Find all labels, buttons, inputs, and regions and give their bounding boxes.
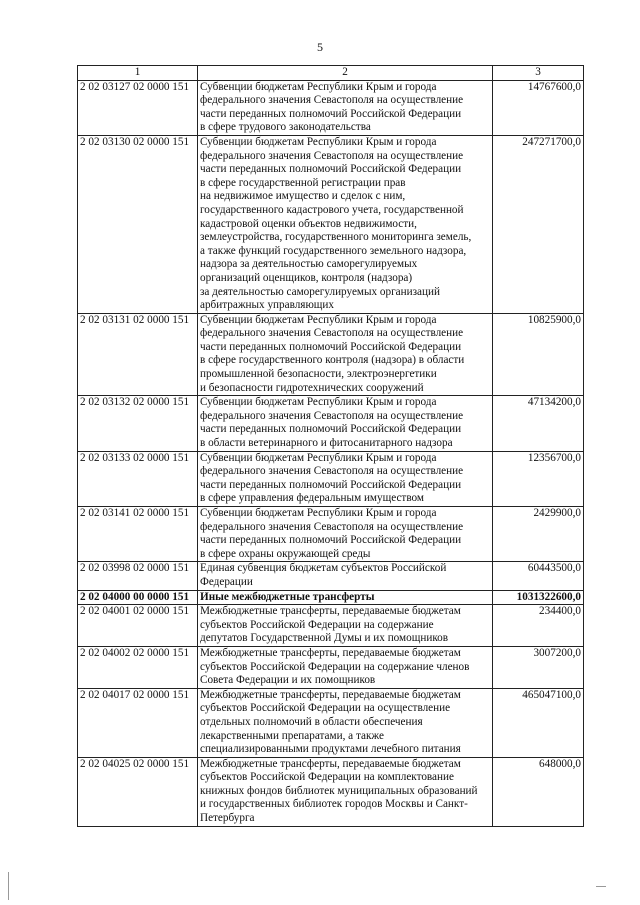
- table-row: [78, 396, 584, 451]
- description-line: Федерации: [200, 575, 253, 588]
- classification-code: 2 02 03132 02 0000 151: [78, 396, 198, 451]
- table-row: [78, 80, 584, 135]
- amount-value: 1031322600,0: [493, 590, 584, 605]
- amount-value: 10825900,0: [493, 313, 584, 396]
- classification-code: 2 02 04017 02 0000 151: [78, 688, 198, 757]
- revenue-description: [198, 313, 493, 396]
- classification-code: 2 02 03127 02 0000 151: [78, 80, 198, 135]
- revenue-description: [198, 80, 493, 135]
- table-row: [78, 135, 584, 313]
- description-line: Субвенции бюджетам Республики Крым и города: [200, 507, 437, 519]
- scan-mark: [596, 886, 606, 887]
- description-line: части переданных полномочий Российской Федерации: [200, 107, 462, 120]
- budget-table: [77, 65, 584, 827]
- description-line: в области ветеринарного и фитосанитарного надзора: [200, 437, 453, 450]
- description-line: в сфере управления федеральным имуществом: [200, 492, 424, 505]
- description-line: отдельных полномочий в области обеспечения: [200, 715, 423, 728]
- description-line: арбитражных управляющих: [200, 299, 335, 312]
- classification-code: 2 02 03141 02 0000 151: [78, 507, 198, 562]
- description-line: землеустройства, государственного мониторинга земель,: [200, 231, 472, 244]
- revenue-description: [198, 590, 493, 605]
- classification-code: 2 02 04001 02 0000 151: [78, 605, 198, 647]
- revenue-description: [198, 396, 493, 451]
- description-line: федерального значения Севастополя на осуществление: [200, 149, 464, 162]
- amount-value: 465047100,0: [493, 688, 584, 757]
- table-row: [78, 757, 584, 826]
- description-line: части переданных полномочий Российской Федерации: [200, 340, 462, 353]
- description-line: федерального значения Севастополя на осуществление: [200, 327, 464, 340]
- description-line: части переданных полномочий Российской Федерации: [200, 423, 462, 436]
- amount-value: 234400,0: [493, 605, 584, 647]
- description-line: в сфере охраны окружающей среды: [200, 547, 371, 560]
- description-line: Межбюджетные трансферты, передаваемые бюджетам: [200, 646, 461, 659]
- description-line: части переданных полномочий Российской Федерации: [200, 163, 462, 176]
- revenue-description: [198, 135, 493, 313]
- description-line: а также функций государственного земельного надзора,: [200, 244, 467, 257]
- column-header-1: 1: [78, 66, 198, 81]
- table-body: [78, 80, 584, 826]
- column-header-2: 2: [198, 66, 493, 81]
- description-line: субъектов Российской Федерации на содержание: [200, 618, 434, 631]
- description-line: части переданных полномочий Российской Федерации: [200, 478, 462, 491]
- description-line: федерального значения Севастополя на осуществление: [200, 94, 464, 107]
- classification-code: 2 02 03130 02 0000 151: [78, 135, 198, 313]
- description-line: субъектов Российской Федерации на содержание членов: [200, 660, 470, 673]
- description-line: Субвенции бюджетам Республики Крым и города: [200, 135, 437, 148]
- classification-code: 2 02 04002 02 0000 151: [78, 646, 198, 688]
- amount-value: 2429900,0: [493, 507, 584, 562]
- table-row: [78, 605, 584, 647]
- amount-value: 14767600,0: [493, 80, 584, 135]
- revenue-description: [198, 451, 493, 506]
- revenue-description: [198, 646, 493, 688]
- revenue-description: [198, 562, 493, 590]
- column-header-3: 3: [493, 66, 584, 81]
- description-line: за деятельностью саморегулируемых организаций: [200, 285, 440, 298]
- description-line: на недвижимое имущество и сделок с ним,: [200, 190, 406, 203]
- description-line: Субвенции бюджетам Республики Крым и города: [200, 80, 437, 93]
- description-line: книжных фондов библиотек муниципальных образований: [200, 784, 478, 797]
- description-line: Межбюджетные трансферты, передаваемые бюджетам: [200, 757, 461, 770]
- description-line: Межбюджетные трансферты, передаваемые бюджетам: [200, 688, 461, 701]
- classification-code: 2 02 03133 02 0000 151: [78, 451, 198, 506]
- amount-value: 247271700,0: [493, 135, 584, 313]
- description-line: лекарственными препаратами, а также: [200, 729, 384, 742]
- description-line: федерального значения Севастополя на осуществление: [200, 409, 464, 422]
- amount-value: 648000,0: [493, 757, 584, 826]
- description-line: промышленной безопасности, электроэнергетики: [200, 368, 437, 381]
- description-line: в сфере государственного контроля (надзора) в области: [200, 354, 465, 367]
- description-line: части переданных полномочий Российской Федерации: [200, 534, 462, 547]
- description-line: кадастровой оценки объектов недвижимости,: [200, 217, 417, 230]
- description-line: Иные межбюджетные трансферты: [200, 590, 375, 603]
- description-line: в сфере трудового законодательства: [200, 121, 371, 134]
- classification-code: 2 02 04025 02 0000 151: [78, 757, 198, 826]
- amount-value: 12356700,0: [493, 451, 584, 506]
- description-line: федерального значения Севастополя на осуществление: [200, 520, 464, 533]
- scan-mark: [8, 872, 9, 900]
- description-line: в сфере государственной регистрации прав: [200, 176, 406, 189]
- table-header-row: [78, 66, 584, 81]
- revenue-description: [198, 757, 493, 826]
- description-line: организаций оценщиков, контроля (надзора): [200, 271, 413, 284]
- description-line: специализированными продуктами лечебного питания: [200, 743, 461, 756]
- table-row: [78, 313, 584, 396]
- table-row: [78, 451, 584, 506]
- classification-code: 2 02 03131 02 0000 151: [78, 313, 198, 396]
- description-line: Межбюджетные трансферты, передаваемые бюджетам: [200, 605, 461, 618]
- page-number: 5: [317, 40, 323, 54]
- description-line: надзора за деятельностью саморегулируемых: [200, 258, 418, 271]
- amount-value: 3007200,0: [493, 646, 584, 688]
- table-row: [78, 562, 584, 590]
- classification-code: 2 02 04000 00 0000 151: [78, 590, 198, 605]
- description-line: Субвенции бюджетам Республики Крым и города: [200, 313, 437, 326]
- table-row: [78, 646, 584, 688]
- revenue-description: [198, 507, 493, 562]
- description-line: и безопасности гидротехнических сооружений: [200, 381, 424, 394]
- description-line: государственного кадастрового учета, государственной: [200, 203, 464, 216]
- description-line: Единая субвенция бюджетам субъектов Российской: [200, 562, 447, 575]
- revenue-description: [198, 688, 493, 757]
- description-line: Субвенции бюджетам Республики Крым и города: [200, 396, 437, 409]
- description-line: и государственных библиотек городов Москвы и Санкт-: [200, 798, 468, 811]
- amount-value: 47134200,0: [493, 396, 584, 451]
- table-row: [78, 688, 584, 757]
- revenue-description: [198, 605, 493, 647]
- table-row: [78, 507, 584, 562]
- description-line: Совета Федерации и их помощников: [200, 674, 376, 687]
- description-line: субъектов Российской Федерации на комплектование: [200, 771, 454, 784]
- classification-code: 2 02 03998 02 0000 151: [78, 562, 198, 590]
- description-line: субъектов Российской Федерации на осуществление: [200, 702, 451, 715]
- description-line: депутатов Государственной Думы и их помощников: [200, 632, 449, 645]
- description-line: федерального значения Севастополя на осуществление: [200, 465, 464, 478]
- description-line: Петербурга: [200, 812, 255, 825]
- table-row: [78, 590, 584, 605]
- amount-value: 60443500,0: [493, 562, 584, 590]
- description-line: Субвенции бюджетам Республики Крым и города: [200, 451, 437, 464]
